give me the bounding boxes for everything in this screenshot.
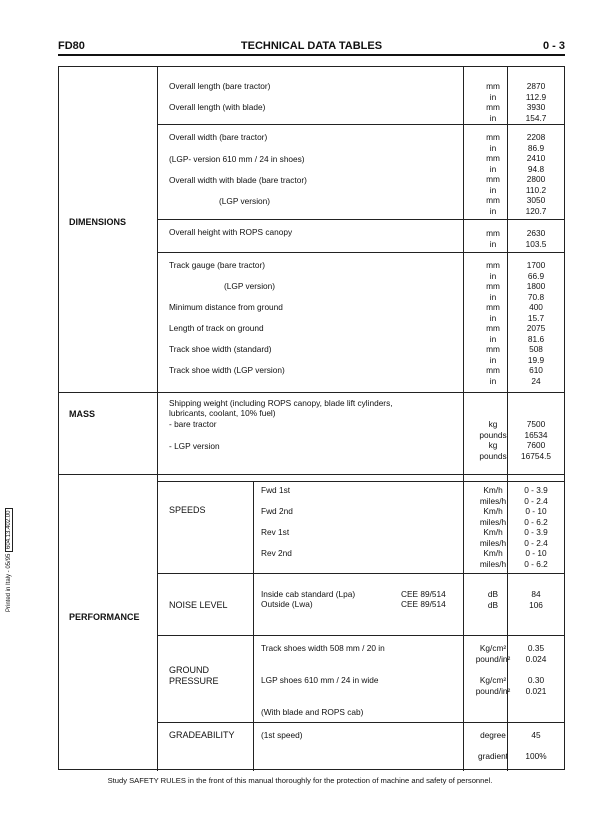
grade-label: GRADEABILITY: [169, 730, 235, 740]
divider: [157, 635, 565, 636]
units-cell: mm in mm in: [486, 81, 500, 123]
ground-label: PRESSURE: [169, 676, 219, 686]
row-label: Track gauge (bare tractor): [169, 260, 266, 270]
part-code: 604.13.402.00: [5, 508, 13, 552]
row-label: Overall width (bare tractor): [169, 132, 268, 142]
print-date: Printed in Italy - 05/95: [6, 553, 12, 612]
row-label: Overall height with ROPS canopy: [169, 227, 293, 237]
mass-text: Shipping weight (including ROPS canopy, blade lift cylinders,: [169, 398, 393, 408]
gear-label: Fwd 1st: [261, 485, 291, 495]
values-cell: 0.30 0.021: [525, 675, 547, 696]
units-cell: mm in mm in mm in mm in: [486, 132, 500, 216]
values-cell: 0.35 0.024: [525, 643, 547, 664]
mass-text: lubricants, coolant, 10% fuel): [169, 408, 276, 418]
units-cell: mm in mm in mm in mm in mm in mm in: [486, 260, 500, 386]
gear-label: Fwd 2nd: [261, 506, 293, 516]
divider: [59, 392, 565, 393]
ground-std: Track shoes width 508 mm / 20 in: [261, 643, 385, 653]
units-cell: mm in: [486, 228, 500, 249]
model-code: FD80: [58, 40, 85, 52]
page-title: TECHNICAL DATA TABLES: [240, 40, 383, 52]
divider: [59, 474, 565, 475]
ground-label: GROUND: [169, 665, 209, 675]
units-cell: dB dB: [487, 589, 499, 610]
row-label: (LGP- version 610 mm / 24 in shoes): [169, 154, 305, 164]
row-label: (LGP version): [224, 281, 276, 291]
divider: [157, 124, 565, 125]
noise-standard: CEE 89/514: [401, 599, 446, 609]
units-cell: Kg/cm² pound/in²: [475, 643, 511, 664]
noise-inside: Inside cab standard (Lpa): [261, 589, 356, 599]
units-cell: degree: [480, 730, 506, 740]
values-cell: 2870 112.9 3930 154.7: [525, 81, 547, 123]
row-label: (LGP version): [219, 196, 271, 206]
row-label: Track shoe width (standard): [169, 344, 272, 354]
noise-outside: Outside (Lwa): [261, 599, 313, 609]
values-cell: 7500 16534 7600 16754.5: [521, 419, 551, 461]
page-number: 0 - 3: [542, 40, 565, 52]
noise-label: NOISE LEVEL: [169, 600, 228, 610]
values-cell: 84 106: [529, 589, 543, 610]
mass-text: - LGP version: [169, 441, 220, 451]
values-cell: 1700 66.9 1800 70.8 400 15.7 2075 81.6 508 19.9 610 24: [526, 260, 546, 386]
values-cell: 45: [531, 730, 541, 740]
mass-text: - bare tractor: [169, 419, 217, 429]
side-print-info: [6, 508, 12, 612]
units-cell: gradient: [478, 751, 508, 761]
header-rule: [58, 54, 565, 56]
divider: [157, 67, 158, 403]
divider: [157, 403, 158, 771]
units-cell: kg pounds kg pounds: [479, 419, 507, 461]
units-cell: Kg/cm² pound/in²: [475, 675, 511, 696]
safety-footer: Study SAFETY RULES in the front of this manual thoroughly for the protection of machine and safety of personnel.: [107, 776, 493, 785]
divider: [157, 219, 565, 220]
values-cell: 0 - 3.9 0 - 2.4 0 - 10 0 - 6.2 0 - 3.9 0 - 2.4 0 - 10 0 - 6.2: [524, 485, 548, 569]
page-header: [58, 40, 565, 54]
ground-lgp: LGP shoes 610 mm / 24 in wide: [261, 675, 379, 685]
grade-note: (1st speed): [261, 730, 303, 740]
units-cell: Km/h miles/h Km/h miles/h Km/h miles/h Km/h miles/h: [479, 485, 507, 569]
section-performance: PERFORMANCE: [69, 612, 140, 622]
noise-standard: CEE 89/514: [401, 589, 446, 599]
row-label: Overall width with blade (bare tractor): [169, 175, 307, 185]
row-label: Length of track on ground: [169, 323, 264, 333]
divider: [157, 722, 565, 723]
values-cell: 2208 86.9 2410 94.8 2800 110.2 3050 120.7: [525, 132, 547, 216]
divider: [253, 481, 254, 771]
divider: [157, 573, 565, 574]
speeds-label: SPEEDS: [169, 505, 206, 515]
divider: [157, 252, 565, 253]
row-label: Overall length (with blade): [169, 102, 266, 112]
values-cell: 100%: [525, 751, 547, 761]
row-label: Overall length (bare tractor): [169, 81, 271, 91]
data-table: [58, 66, 565, 770]
section-mass: MASS: [69, 409, 96, 419]
values-cell: 2630 103.5: [525, 228, 547, 249]
gear-label: Rev 2nd: [261, 548, 292, 558]
gear-label: Rev 1st: [261, 527, 290, 537]
row-label: Track shoe width (LGP version): [169, 365, 285, 375]
divider: [157, 481, 565, 482]
ground-note: (With blade and ROPS cab): [261, 707, 364, 717]
row-label: Minimum distance from ground: [169, 302, 283, 312]
section-dimensions: DIMENSIONS: [69, 217, 127, 227]
